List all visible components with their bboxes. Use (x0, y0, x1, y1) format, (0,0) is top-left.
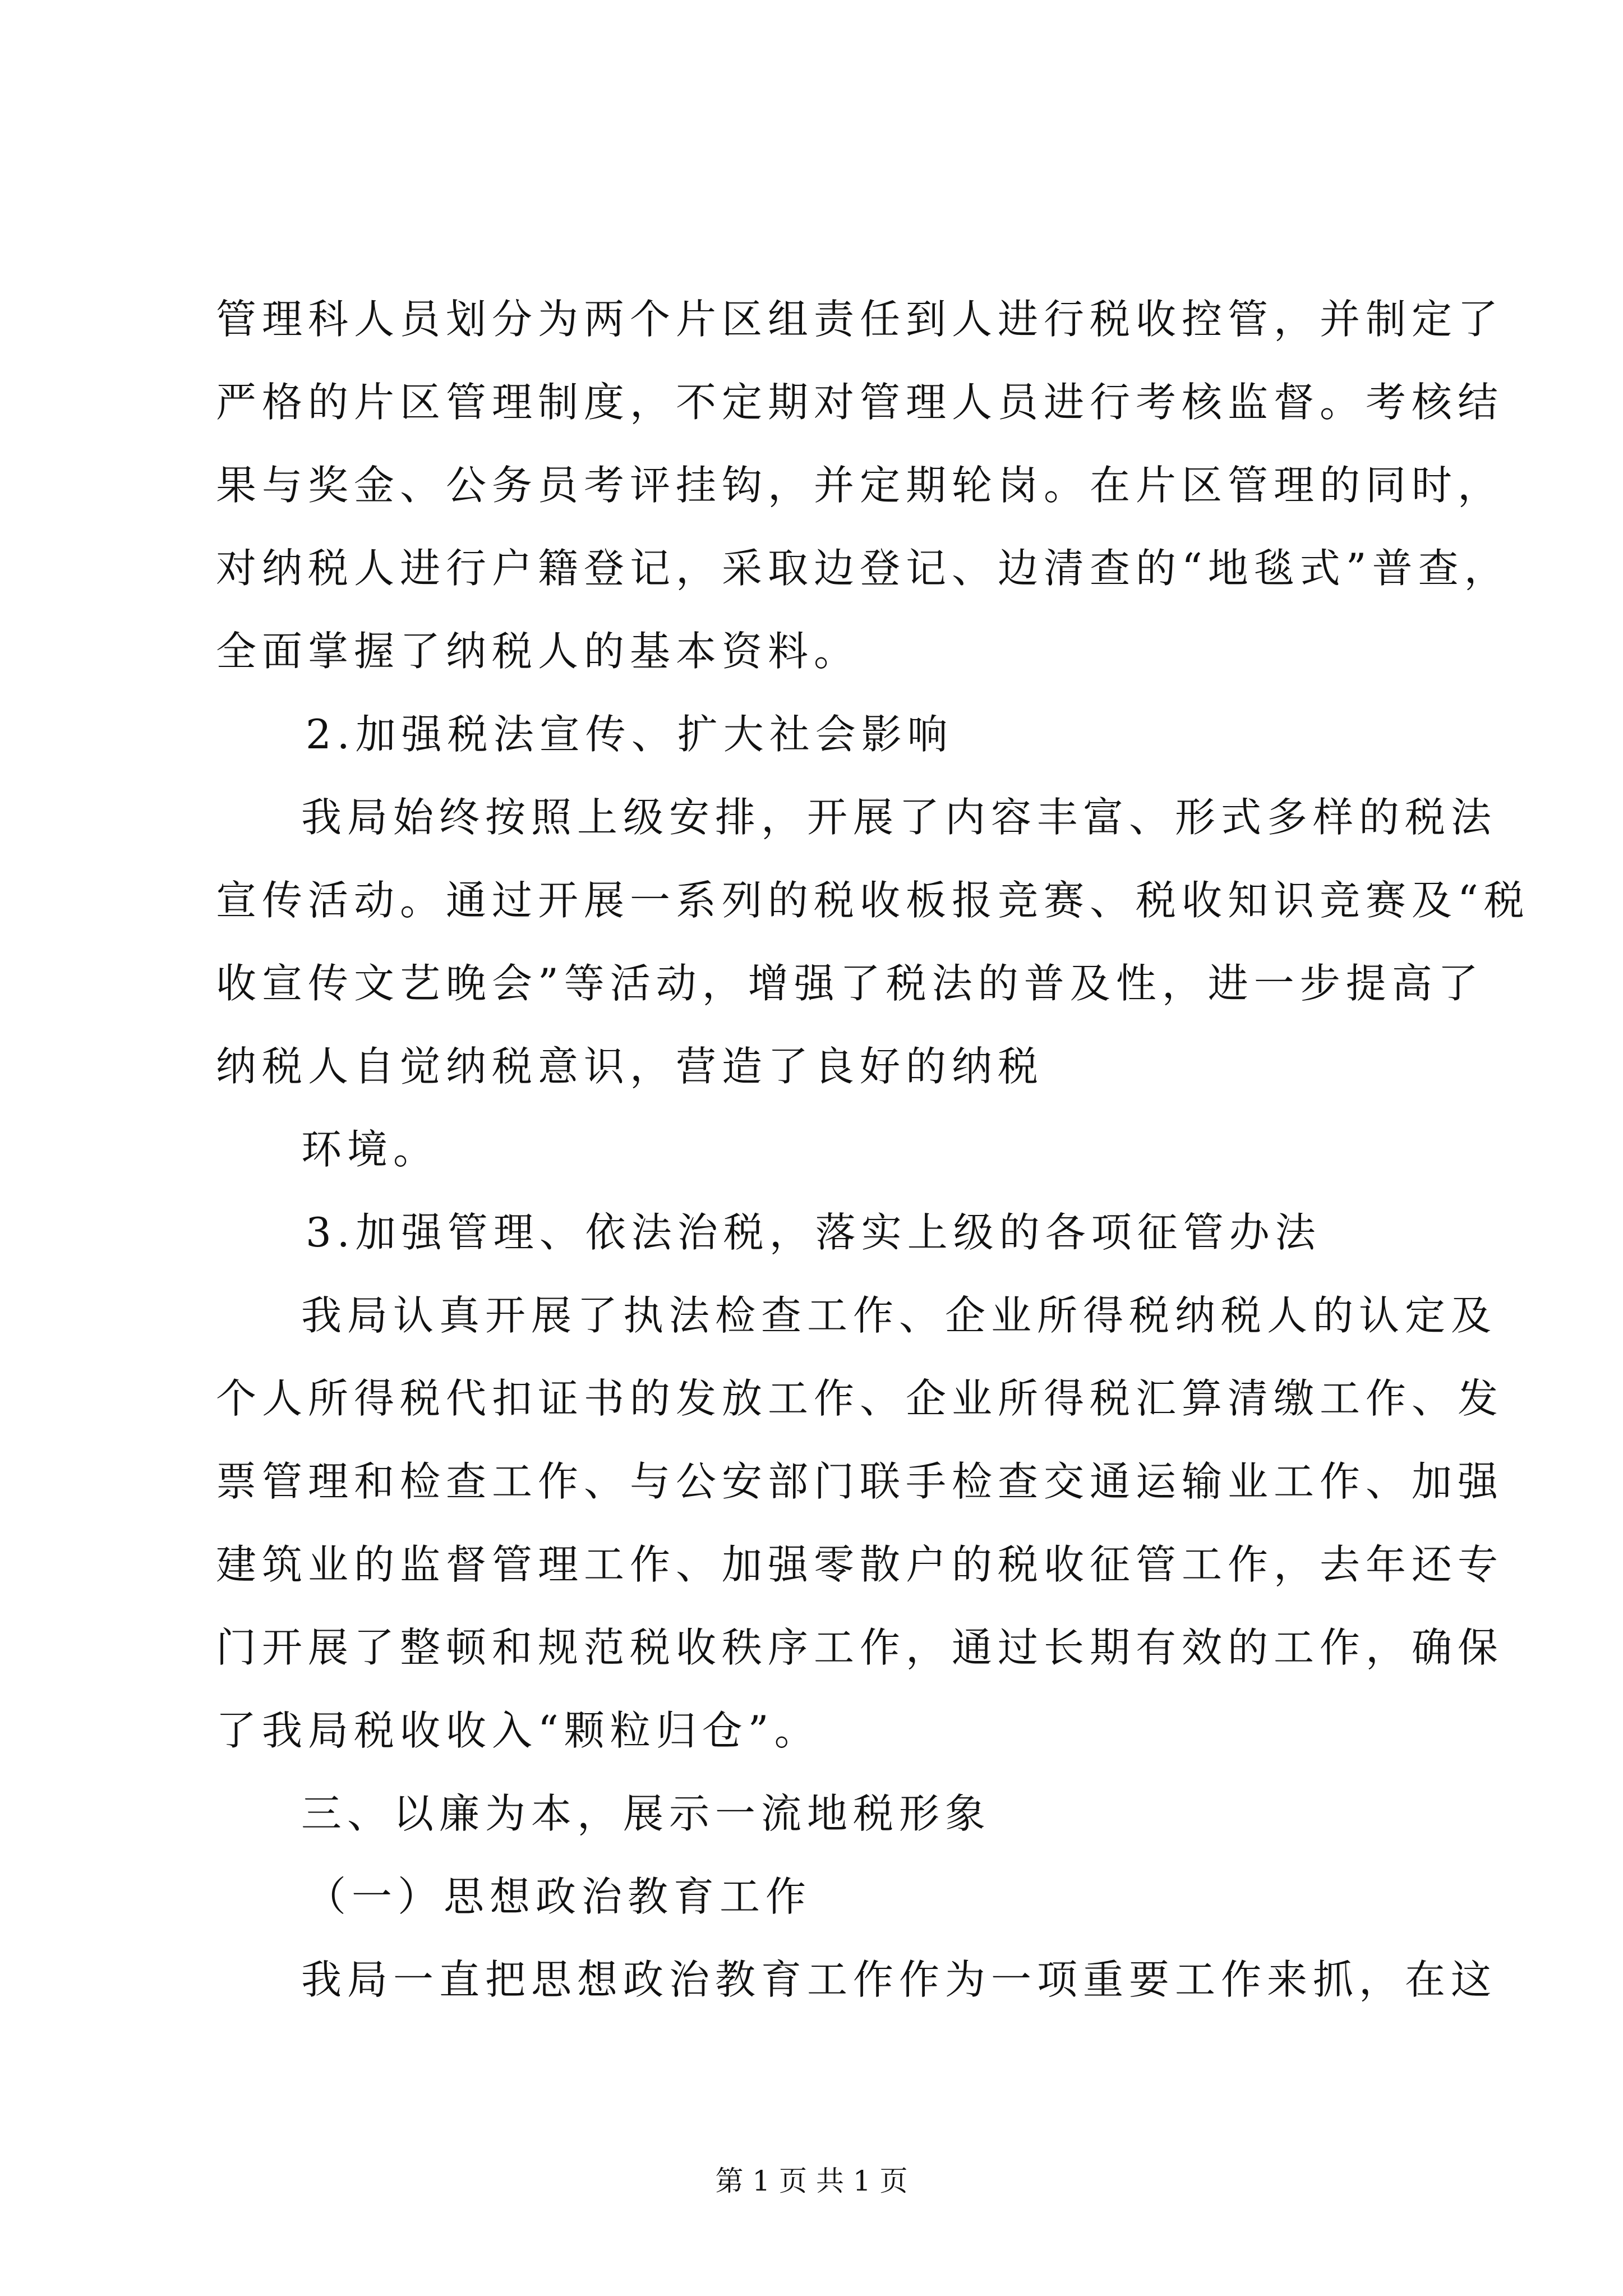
text-line: 个人所得税代扣证书的发放工作、企业所得税汇算清缴工作、发 (216, 1375, 1504, 1422)
text-line: 严格的片区管理制度，不定期对管理人员进行考核监督。考核结 (216, 379, 1504, 426)
text-line: 全面掌握了纳税人的基本资料。 (216, 628, 860, 675)
text-line: 门开展了整顿和规范税收秩序工作，通过长期有效的工作，确保 (216, 1624, 1504, 1671)
text-line: 纳税人自觉纳税意识，营造了良好的纳税 (216, 1043, 1044, 1090)
text-line: 管理科人员划分为两个片区组责任到人进行税收控管，并制定了 (216, 296, 1504, 343)
text-line: 果与奖金、公务员考评挂钩，并定期轮岗。在片区管理的同时， (216, 462, 1504, 509)
text-line: 了我局税收收入“颗粒归仓”。 (216, 1707, 820, 1754)
text-line: 2.加强税法宣传、扩大社会影响 (306, 711, 953, 758)
text-line: 我局一直把思想政治教育工作作为一项重要工作来抓，在这 (301, 1956, 1497, 2003)
text-line: 3.加强管理、依法治税，落实上级的各项征管办法 (306, 1209, 1321, 1256)
text-line: 票管理和检查工作、与公安部门联手检查交通运输业工作、加强 (216, 1458, 1504, 1505)
text-line: 我局始终按照上级安排，开展了内容丰富、形式多样的税法 (301, 794, 1497, 841)
text-line: 对纳税人进行户籍登记，采取边登记、边清查的“地毯式”普查， (216, 545, 1510, 592)
text-line: 宣传活动。通过开展一系列的税收板报竞赛、税收知识竞赛及“税 (216, 877, 1530, 924)
text-line: 收宣传文艺晚会”等活动，增强了税法的普及性，进一步提高了 (216, 960, 1484, 1007)
text-line: 三、以廉为本，展示一流地税形象 (301, 1790, 992, 1837)
text-line: 建筑业的监督管理工作、加强零散户的税收征管工作，去年还专 (216, 1541, 1504, 1588)
document-body (216, 278, 1530, 2021)
text-line: 我局认真开展了执法检查工作、企业所得税纳税人的认定及 (301, 1292, 1497, 1339)
text-line: （一）思想政治教育工作 (306, 1873, 812, 1920)
page-footer: 第 1 页 共 1 页 (715, 2165, 908, 2197)
text-line: 环境。 (301, 1126, 440, 1173)
